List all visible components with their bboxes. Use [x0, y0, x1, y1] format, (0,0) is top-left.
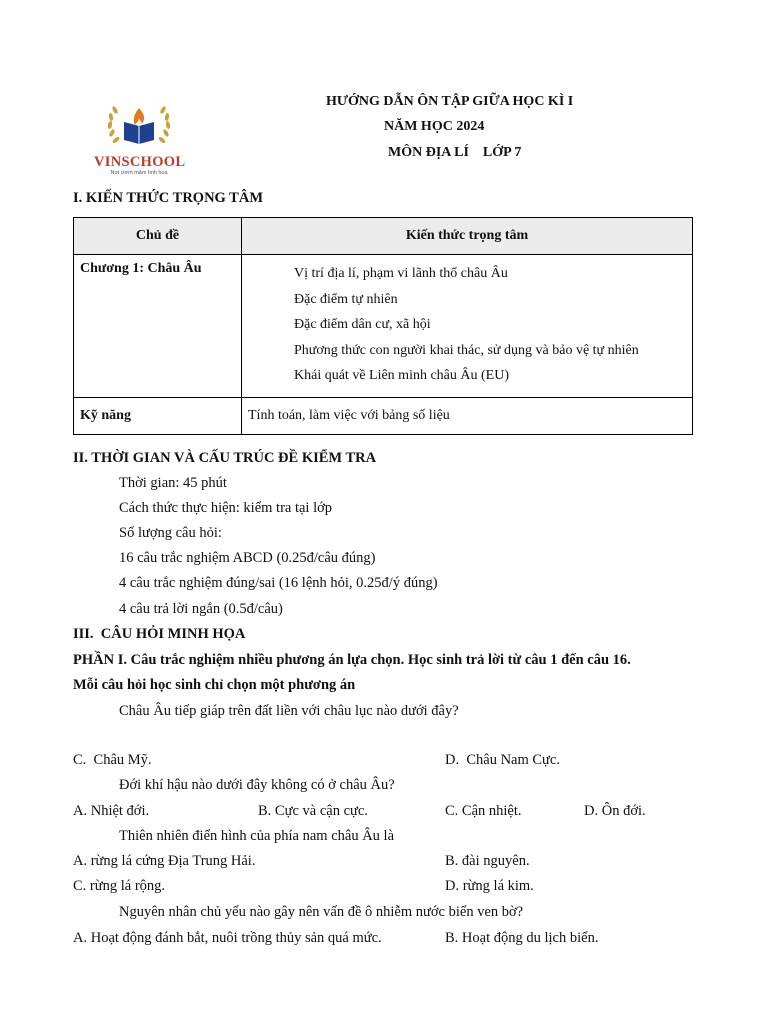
section2-heading: II. THỜI GIAN VÀ CẤU TRÚC ĐỀ KIỂM TRA [73, 450, 377, 466]
q3-option-c: C. rừng lá rộng. [73, 878, 166, 894]
exam-info-line: Thời gian: 45 phút [119, 475, 227, 491]
question-2: Đới khí hậu nào dưới đây không có ở châu Âu? [119, 777, 395, 793]
logo-name: VINSCHOOL [94, 154, 186, 170]
question-3: Thiên nhiên điển hình của phía nam châu Âu là [119, 828, 395, 844]
exam-info-line: 4 câu trắc nghiệm đúng/sai (16 lệnh hỏi, 0.25đ/ý đúng) [119, 575, 438, 591]
exam-info-line: Cách thức thực hiện: kiểm tra tại lớp [119, 500, 333, 516]
table-header-row [74, 218, 693, 255]
part1-instruction: PHẦN I. Câu trắc nghiệm nhiều phương án lựa chọn. Học sinh trả lời từ câu 1 đến câu 16. [73, 652, 631, 668]
table-row [74, 397, 693, 434]
table-row [74, 255, 693, 398]
knowledge-table [73, 217, 693, 435]
document-title: HƯỚNG DẪN ÔN TẬP GIỮA HỌC KÌ I [326, 94, 574, 109]
exam-info-line: 4 câu trả lời ngắn (0.5đ/câu) [119, 601, 283, 617]
header-topic: Chủ đề [74, 218, 242, 255]
laurel-book-icon [94, 100, 184, 156]
q2-option-d: D. Ôn đới. [584, 803, 646, 819]
header-knowledge: Kiến thức trọng tâm [242, 218, 693, 255]
q2-option-c: C. Cận nhiệt. [445, 803, 522, 819]
q1-option-d: D. Châu Nam Cực. [445, 752, 560, 768]
logo-tagline: Nơi ươm mầm tinh hoa [110, 170, 168, 176]
list-item: Đặc điểm dân cư, xã hội [294, 317, 431, 332]
q2-option-b: B. Cực và cận cực. [258, 803, 368, 819]
skill-content: Tính toán, làm việc với bảng số liệu [242, 397, 693, 434]
list-item: Khái quát về Liên minh châu Âu (EU) [294, 368, 509, 383]
question-4: Nguyên nhân chủ yếu nào gây nên vấn đề ô nhiễm nước biển ven bờ? [119, 904, 524, 920]
q4-option-b: B. Hoạt động du lịch biển. [445, 930, 599, 946]
q4-option-a: A. Hoạt động đánh bắt, nuôi trồng thủy sản quá mức. [73, 930, 382, 946]
part1-instruction-2: Mỗi câu hỏi học sinh chỉ chọn một phương án [73, 677, 356, 693]
section3-heading: III. CÂU HỎI MINH HỌA [73, 626, 246, 642]
q3-option-b: B. đài nguyên. [445, 853, 530, 869]
knowledge-list [242, 255, 693, 398]
exam-info-line: 16 câu trắc nghiệm ABCD (0.25đ/câu đúng) [119, 550, 376, 566]
list-item: Phương thức con người khai thác, sử dụng và bảo vệ tự nhiên [294, 342, 639, 358]
q3-option-d: D. rừng lá kim. [445, 878, 534, 894]
topic-cell: Chương 1: Châu Âu [74, 255, 242, 398]
subject-grade: MÔN ĐỊA LÍ LỚP 7 [388, 145, 522, 160]
q3-option-a: A. rừng lá cứng Địa Trung Hải. [73, 853, 256, 869]
list-item: Đặc điểm tự nhiên [294, 291, 398, 307]
q2-option-a: A. Nhiệt đới. [73, 803, 150, 819]
question-1: Châu Âu tiếp giáp trên đất liền với châu lục nào dưới đây? [119, 703, 459, 719]
topic-cell: Kỹ năng [74, 397, 242, 434]
school-year: NĂM HỌC 2024 [384, 119, 485, 134]
list-item: Vị trí địa lí, phạm vi lãnh thổ châu Âu [294, 266, 508, 281]
section1-heading: I. KIẾN THỨC TRỌNG TÂM [73, 190, 264, 206]
school-logo [94, 100, 184, 178]
q1-option-c: C. Châu Mỹ. [73, 752, 152, 768]
exam-info-line: Số lượng câu hỏi: [119, 525, 222, 541]
